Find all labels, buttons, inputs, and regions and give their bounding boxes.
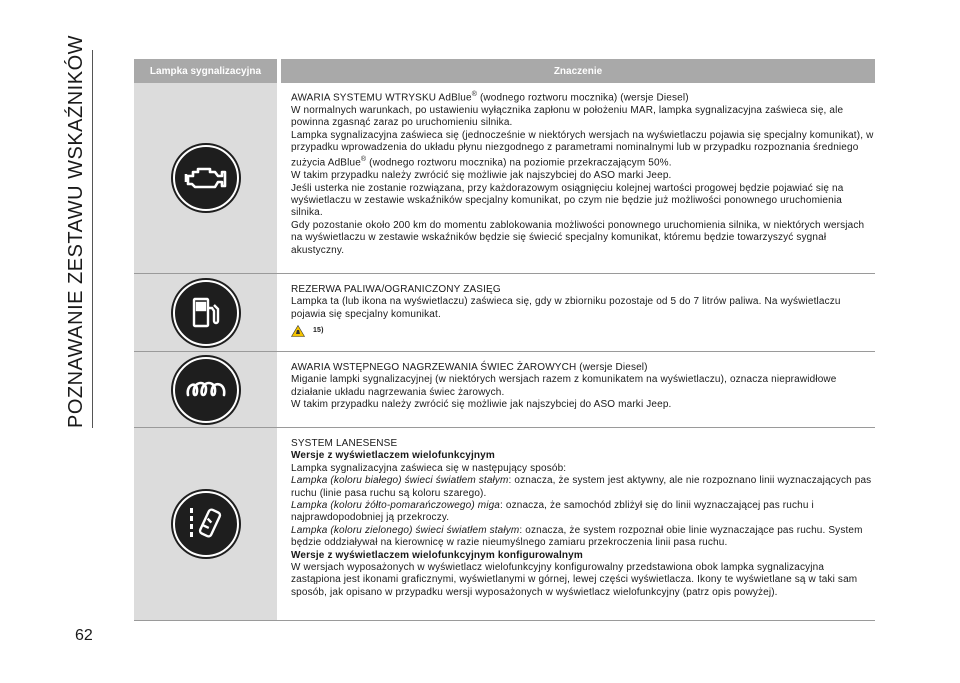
- paragraph: W normalnych warunkach, po ustawieniu wyłącznika zapłonu w położeniu MAR, lampka sygnalizacyjna zaświeca się, ale powinna zgasnąć zaraz po uruchomieniu silnika.: [291, 104, 844, 129]
- lamp-cell: [134, 428, 277, 620]
- lamp-cell: [134, 83, 277, 273]
- engine-check-icon: [173, 145, 239, 211]
- table-row: [134, 274, 875, 352]
- paragraph: Lampka (koloru białego) świeci światłem stałym: oznacza, że system jest aktywny, ale nie rozpoznano linii wyznaczających pas ruchu (linie pasa ruchu są koloru szarego).: [291, 475, 872, 499]
- header-lamp: Lampka sygnalizacyjna: [149, 65, 262, 77]
- table-row: [134, 428, 875, 621]
- subheading: Wersje z wyświetlaczem wielofunkcyjnym konfigurowalnym: [291, 549, 583, 561]
- paragraph: Lampka sygnalizacyjna zaświeca się w następujący sposób:: [291, 462, 567, 474]
- page-number: 62: [75, 627, 93, 644]
- indicator-table: [134, 59, 875, 621]
- warning-reference: [291, 325, 875, 337]
- fuel-pump-icon: [173, 280, 239, 346]
- glow-plug-icon: [173, 357, 239, 423]
- row-title: SYSTEM LANESENSE: [291, 438, 398, 449]
- paragraph: W takim przypadku należy zwrócić się możliwie jak najszybciej do ASO marki Jeep.: [291, 399, 672, 411]
- meaning-cell: [281, 352, 875, 427]
- table-row: [134, 83, 875, 274]
- paragraph: W wersjach wyposażonych w wyświetlacz wielofunkcyjny konfigurowalny przedstawiona obok lampka sygnalizacyjna zastąpiona jest ikonami graficznymi, wyświetlanymi w górnej, lewej części wyświetlacza. Ikony te wyświetlane są w taki sam sposób, jak opisano w przypadku wersji wyposażonych w wyświetlacz wielofunkcyjny (patrz opis powyżej).: [291, 562, 858, 598]
- header-meaning: Znaczenie: [553, 65, 603, 77]
- lane-sense-icon: [173, 491, 239, 557]
- meaning-cell: [281, 83, 875, 273]
- row-title: AWARIA WSTĘPNEGO NAGRZEWANIA ŚWIEC ŻAROWYCH (wersje Diesel): [291, 362, 648, 373]
- paragraph: Gdy pozostanie około 200 km do momentu zablokowania możliwości ponownego uruchomienia silnika, w niektórych wersjach na wyświetlaczu w zestawie wskaźników będzie się świecić specjalny komunikat, któremu będzie towarzyszyć sygnał akustyczny.: [291, 219, 865, 256]
- row-title: AWARIA SYSTEMU WTRYSKU AdBlue® (wodnego roztworu mocznika) (wersje Diesel): [291, 91, 689, 104]
- table-header: [134, 59, 875, 83]
- paragraph: W takim przypadku należy zwrócić się możliwie jak najszybciej do ASO marki Jeep.: [291, 170, 672, 182]
- side-section-title: POZNAWANIE ZESTAWU WSKAŹNIKÓW: [65, 34, 87, 428]
- side-rule: [92, 50, 93, 428]
- paragraph: Jeśli usterka nie zostanie rozwiązana, przy każdorazowym osiągnięciu kolejnej wartości progowej będzie pojawiać się na wyświetlaczu w zestawie wskaźników specjalny komunikat, po czym nie będzie już możliwości ponownego uruchomienia silnika.: [291, 182, 844, 219]
- paragraph: Lampka sygnalizacyjna zaświeca się (jednocześnie w niektórych wersjach na wyświetlaczu pojawia się specjalny komunikat), w przypadku wprowadzenia do układu płynu niezgodnego z parametrami nominalnymi lub w przypadku rozpoznania średniego zużycia AdBlue® (wodnego roztworu mocznika) na poziomie przekraczającym 50%.: [291, 129, 874, 169]
- subheading: Wersje z wyświetlaczem wielofunkcyjnym: [291, 450, 495, 462]
- warning-number: 15): [313, 327, 324, 335]
- paragraph: Lampka ta (lub ikona na wyświetlaczu) zaświeca się, gdy w zbiorniku pozostaje od 5 do 7 litrów paliwa. Na wyświetlaczu pojawia się specjalny komunikat.: [291, 296, 841, 320]
- lamp-cell: [134, 352, 277, 427]
- paragraph: Miganie lampki sygnalizacyjnej (w niektórych wersjach razem z komunikatem na wyświetlaczu), oznacza nieprawidłowe działanie układu nagrzewania świec żarowych.: [291, 374, 837, 398]
- meaning-cell: [281, 274, 875, 351]
- warning-triangle-icon: [291, 325, 305, 337]
- row-title: REZERWA PALIWA/OGRANICZONY ZASIĘG: [291, 284, 501, 295]
- table-row: [134, 352, 875, 428]
- lamp-cell: [134, 274, 277, 351]
- paragraph: Lampka (koloru żółto-pomarańczowego) miga: oznacza, że samochód zbliżył się do linii wyznaczającej pas ruchu i najprawdopodobniej ją przekroczy.: [291, 500, 814, 524]
- paragraph: Lampka (koloru zielonego) świeci światłem stałym: oznacza, że system rozpoznał obie linie wyznaczające pas ruchu. System będzie oddziaływał na kierownicę w razie nieumyślnego zamiaru przekroczenia linii pasa ruchu.: [291, 524, 863, 549]
- meaning-cell: [281, 428, 875, 620]
